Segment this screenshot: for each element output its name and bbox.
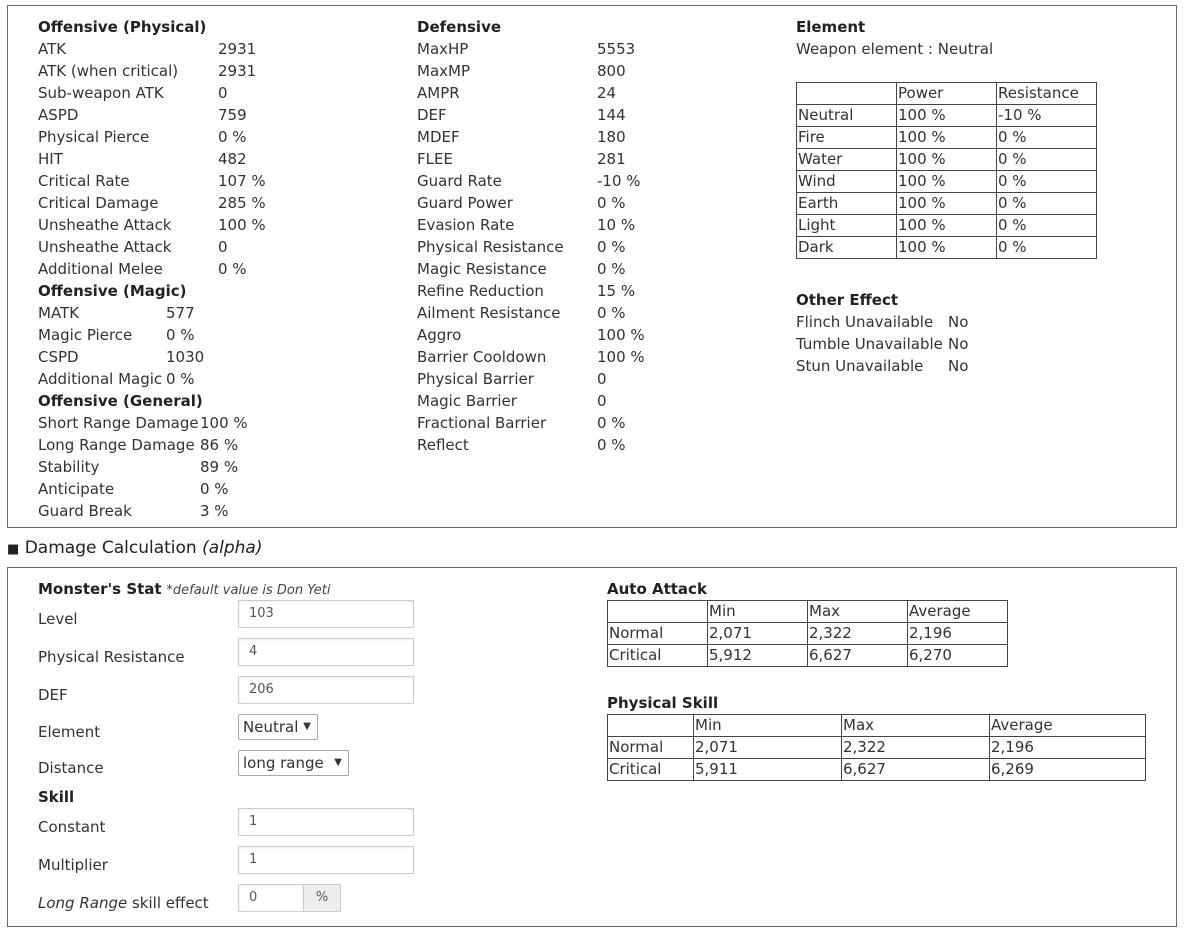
defensive-label: Magic Resistance (417, 260, 547, 278)
defensive-row (417, 236, 757, 258)
defensive-value: 144 (597, 106, 626, 124)
offensive-physical-value: 100 % (218, 216, 266, 234)
defensive-label: Guard Rate (417, 172, 502, 190)
defensive-value: 0 % (597, 414, 626, 432)
offensive-physical-label: Critical Rate (38, 172, 130, 190)
defensive-label: Ailment Resistance (417, 304, 561, 322)
element-table-cell: -10 % (997, 105, 1097, 127)
offensive-magic-label: Additional Magic (38, 370, 163, 388)
defensive-label: Physical Barrier (417, 370, 534, 388)
defensive-value: 24 (597, 84, 617, 102)
other-effect-row (796, 333, 1136, 355)
offensive-general-label: Guard Break (38, 502, 132, 520)
defensive-value: 0 % (597, 304, 626, 322)
offensive-general-value: 0 % (200, 480, 229, 498)
auto-attack-cell: Critical (608, 645, 708, 667)
defensive-row (417, 412, 757, 434)
offensive-magic-value: 577 (166, 304, 195, 322)
aa-header-blank (608, 601, 708, 623)
defensive-label: DEF (417, 106, 447, 124)
defensive-row (417, 368, 757, 390)
auto-attack-cell: Normal (608, 623, 708, 645)
offensive-general-label: Short Range Damage (38, 414, 199, 432)
defensive-label: Guard Power (417, 194, 513, 212)
defensive-label: MDEF (417, 128, 460, 146)
defensive-row (417, 346, 757, 368)
defensive-title: Defensive (417, 18, 502, 36)
percent-addon: % (303, 884, 341, 912)
offensive-physical-value: 0 (218, 84, 228, 102)
physical-skill-cell: Critical (608, 759, 694, 781)
other-effect-label: Flinch Unavailable (796, 313, 934, 331)
offensive-general-row (38, 500, 378, 522)
defensive-row (417, 258, 757, 280)
ps-header-blank (608, 715, 694, 737)
element-table-cell: 100 % (897, 237, 997, 259)
defensive-label: Aggro (417, 326, 462, 344)
physical-skill-cell: 6,269 (990, 759, 1146, 781)
offensive-physical-value: 0 (218, 238, 228, 256)
defensive-label: FLEE (417, 150, 453, 168)
auto-attack-cell: 2,322 (808, 623, 908, 645)
defensive-row (417, 324, 757, 346)
auto-attack-cell: 6,627 (808, 645, 908, 667)
element-select[interactable] (238, 714, 318, 740)
distance-label: Distance (38, 759, 104, 777)
distance-select-value: long range (243, 754, 324, 772)
defensive-value: 0 % (597, 260, 626, 278)
element-table-cell: 0 % (997, 193, 1097, 215)
defensive-label: MaxHP (417, 40, 469, 58)
offensive-physical-label: ASPD (38, 106, 79, 124)
damage-calc-heading (7, 537, 262, 561)
weapon-element-text: Weapon element : Neutral (796, 40, 994, 58)
physical-skill-title: Physical Skill (607, 694, 719, 712)
element-table-cell: 100 % (897, 105, 997, 127)
other-effect-row (796, 355, 1136, 377)
auto-attack-title: Auto Attack (607, 580, 707, 598)
defensive-label: Barrier Cooldown (417, 348, 547, 366)
element-table-row (797, 149, 1097, 171)
aa-header-max: Max (808, 601, 908, 623)
offensive-physical-label: ATK (when critical) (38, 62, 179, 80)
defensive-row (417, 126, 757, 148)
other-effect-title: Other Effect (796, 291, 899, 309)
other-effect-value: No (948, 357, 969, 375)
defensive-value: -10 % (597, 172, 641, 190)
physical-skill-cell: 2,196 (990, 737, 1146, 759)
offensive-general-value: 86 % (200, 436, 239, 454)
element-table-row (797, 193, 1097, 215)
offensive-physical-row (38, 192, 378, 214)
element-table-cell: Fire (797, 127, 897, 149)
physical-skill-cell: 2,322 (842, 737, 990, 759)
element-table-row (797, 215, 1097, 237)
offensive-general-value: 89 % (200, 458, 239, 476)
lr-effect-label (38, 892, 209, 914)
phys-res-input[interactable]: 4 (238, 638, 414, 666)
element-table-cell: 100 % (897, 127, 997, 149)
offensive-general-row (38, 478, 378, 500)
defensive-row (417, 60, 757, 82)
monster-stat-title: Monster's Stat (38, 580, 162, 598)
ps-header-max: Max (842, 715, 990, 737)
defensive-row (417, 192, 757, 214)
monster-stat-note: *default value is Don Yeti (166, 583, 331, 598)
other-effect-label: Stun Unavailable (796, 357, 924, 375)
offensive-physical-row (38, 60, 378, 82)
other-effect-row (796, 311, 1136, 333)
physical-skill-cell: 2,071 (694, 737, 842, 759)
element-table-row (797, 171, 1097, 193)
defensive-row (417, 82, 757, 104)
defensive-row (417, 170, 757, 192)
offensive-physical-row (38, 236, 378, 258)
defensive-row (417, 280, 757, 302)
chevron-down-icon: ▼ (303, 721, 311, 732)
offensive-general-label: Long Range Damage (38, 436, 195, 454)
offensive-physical-row (38, 214, 378, 236)
def-label: DEF (38, 686, 68, 704)
offensive-physical-label: Unsheathe Attack (38, 216, 172, 234)
offensive-physical-title: Offensive (Physical) (38, 18, 207, 36)
defensive-value: 0 (597, 370, 607, 388)
defensive-row (417, 104, 757, 126)
defensive-value: 10 % (597, 216, 636, 234)
defensive-value: 100 % (597, 326, 645, 344)
auto-attack-cell: 2,196 (908, 623, 1008, 645)
offensive-physical-value: 482 (218, 150, 247, 168)
defensive-value: 15 % (597, 282, 636, 300)
offensive-magic-value: 0 % (166, 370, 195, 388)
defensive-row (417, 434, 757, 456)
defensive-label: Evasion Rate (417, 216, 515, 234)
monster-stat-header (38, 578, 330, 602)
damage-calc-subtitle: (alpha) (202, 538, 263, 558)
element-table-cell: Light (797, 215, 897, 237)
lr-effect-label-italic: Long Range (38, 894, 128, 912)
element-header-resistance: Resistance (997, 83, 1097, 105)
element-table-cell: 0 % (997, 171, 1097, 193)
physical-skill-cell: 6,627 (842, 759, 990, 781)
offensive-physical-value: 0 % (218, 260, 247, 278)
offensive-physical-row (38, 258, 378, 280)
skill-title: Skill (38, 788, 75, 806)
element-table-row (797, 127, 1097, 149)
other-effect-label: Tumble Unavailable (796, 335, 943, 353)
offensive-magic-row (38, 324, 378, 346)
offensive-magic-row (38, 368, 378, 390)
offensive-general-label: Stability (38, 458, 100, 476)
offensive-physical-value: 2931 (218, 40, 257, 58)
heading-bullet: ■ (7, 542, 20, 557)
offensive-physical-row (38, 104, 378, 126)
offensive-physical-value: 759 (218, 106, 247, 124)
defensive-label: Physical Resistance (417, 238, 564, 256)
defensive-row (417, 38, 757, 60)
physical-skill-cell: Normal (608, 737, 694, 759)
multiplier-input[interactable]: 1 (238, 846, 414, 874)
defensive-row (417, 148, 757, 170)
stats-panel (7, 5, 1177, 528)
physical-skill-header (608, 715, 1146, 737)
offensive-magic-label: MATK (38, 304, 80, 322)
element-table-cell: Dark (797, 237, 897, 259)
auto-attack-cell: 2,071 (708, 623, 808, 645)
element-table-cell: Water (797, 149, 897, 171)
element-title: Element (796, 18, 866, 36)
offensive-physical-label: HIT (38, 150, 63, 168)
offensive-general-row (38, 412, 378, 434)
element-table-header (797, 83, 1097, 105)
defensive-value: 281 (597, 150, 626, 168)
offensive-physical-value: 107 % (218, 172, 266, 190)
element-table-cell: 0 % (997, 127, 1097, 149)
defensive-value: 180 (597, 128, 626, 146)
offensive-physical-value: 0 % (218, 128, 247, 146)
constant-label: Constant (38, 818, 106, 836)
damage-calc-panel (7, 567, 1177, 927)
auto-attack-row (608, 623, 1008, 645)
offensive-physical-label: Unsheathe Attack (38, 238, 172, 256)
defensive-value: 0 % (597, 194, 626, 212)
ps-header-average: Average (990, 715, 1146, 737)
offensive-physical-label: Critical Damage (38, 194, 159, 212)
aa-header-min: Min (708, 601, 808, 623)
offensive-physical-label: ATK (38, 40, 67, 58)
offensive-general-value: 100 % (200, 414, 248, 432)
offensive-physical-value: 285 % (218, 194, 266, 212)
auto-attack-row (608, 645, 1008, 667)
defensive-row (417, 390, 757, 412)
element-table (796, 82, 1097, 259)
defensive-label: Refine Reduction (417, 282, 544, 300)
element-table-cell: 100 % (897, 193, 997, 215)
level-input[interactable]: 103 (238, 600, 414, 628)
defensive-value: 0 % (597, 436, 626, 454)
defensive-row (417, 214, 757, 236)
offensive-physical-row (38, 82, 378, 104)
physical-skill-cell: 5,911 (694, 759, 842, 781)
defensive-row (417, 302, 757, 324)
lr-effect-label-rest: skill effect (131, 894, 209, 912)
offensive-physical-label: Physical Pierce (38, 128, 150, 146)
multiplier-label: Multiplier (38, 856, 108, 874)
auto-attack-header (608, 601, 1008, 623)
physical-skill-row (608, 759, 1146, 781)
offensive-general-label: Anticipate (38, 480, 115, 498)
defensive-value: 0 % (597, 238, 626, 256)
offensive-general-row (38, 456, 378, 478)
lr-effect-input[interactable]: 0 (238, 884, 304, 912)
constant-input[interactable]: 1 (238, 808, 414, 836)
offensive-magic-label: Magic Pierce (38, 326, 133, 344)
offensive-physical-row (38, 126, 378, 148)
offensive-magic-value: 1030 (166, 348, 205, 366)
aa-header-average: Average (908, 601, 1008, 623)
element-table-row (797, 105, 1097, 127)
element-table-cell: Neutral (797, 105, 897, 127)
element-table-row (797, 237, 1097, 259)
element-table-cell: 0 % (997, 215, 1097, 237)
auto-attack-cell: 5,912 (708, 645, 808, 667)
offensive-physical-row (38, 38, 378, 60)
defensive-label: MaxMP (417, 62, 470, 80)
offensive-magic-value: 0 % (166, 326, 195, 344)
auto-attack-cell: 6,270 (908, 645, 1008, 667)
element-select-value: Neutral (243, 718, 299, 736)
physical-skill-table (607, 714, 1146, 781)
element-table-cell: 100 % (897, 149, 997, 171)
damage-calc-title: Damage Calculation (24, 538, 197, 558)
offensive-magic-label: CSPD (38, 348, 79, 366)
offensive-physical-label: Sub-weapon ATK (38, 84, 164, 102)
element-header-blank (797, 83, 897, 105)
offensive-magic-row (38, 302, 378, 324)
element-label: Element (38, 723, 101, 741)
offensive-physical-label: Additional Melee (38, 260, 163, 278)
defensive-label: Fractional Barrier (417, 414, 547, 432)
distance-select[interactable] (238, 750, 349, 776)
other-effect-value: No (948, 335, 969, 353)
element-table-cell: 100 % (897, 171, 997, 193)
auto-attack-table (607, 600, 1008, 667)
defensive-value: 800 (597, 62, 626, 80)
offensive-general-title: Offensive (General) (38, 392, 203, 410)
offensive-physical-row (38, 170, 378, 192)
defensive-value: 0 (597, 392, 607, 410)
defensive-value: 5553 (597, 40, 636, 58)
element-table-cell: 0 % (997, 237, 1097, 259)
element-table-cell: Earth (797, 193, 897, 215)
element-table-cell: 0 % (997, 149, 1097, 171)
offensive-magic-title: Offensive (Magic) (38, 282, 187, 300)
element-header-power: Power (897, 83, 997, 105)
other-effect-value: No (948, 313, 969, 331)
phys-res-label: Physical Resistance (38, 648, 185, 666)
offensive-magic-row (38, 346, 378, 368)
offensive-general-value: 3 % (200, 502, 229, 520)
offensive-physical-row (38, 148, 378, 170)
offensive-physical-value: 2931 (218, 62, 257, 80)
defensive-label: AMPR (417, 84, 460, 102)
physical-skill-row (608, 737, 1146, 759)
ps-header-min: Min (694, 715, 842, 737)
element-table-cell: 100 % (897, 215, 997, 237)
def-input[interactable]: 206 (238, 676, 414, 704)
defensive-label: Magic Barrier (417, 392, 517, 410)
element-table-cell: Wind (797, 171, 897, 193)
chevron-down-icon: ▼ (334, 757, 342, 768)
defensive-label: Reflect (417, 436, 469, 454)
offensive-general-row (38, 434, 378, 456)
level-label: Level (38, 610, 78, 628)
defensive-value: 100 % (597, 348, 645, 366)
